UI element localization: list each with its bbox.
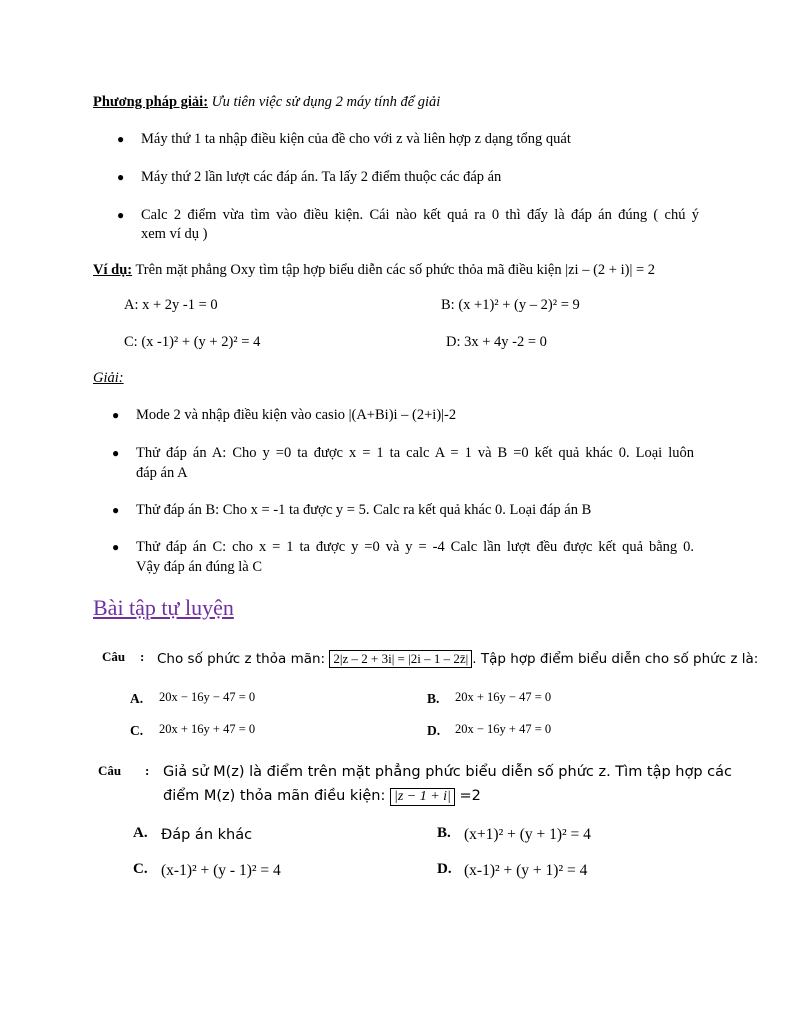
q1-label: Câu [102, 649, 126, 664]
q2-option-b: (x+1)² + (y + 1)² = 4 [464, 826, 591, 843]
solution-bullet-2-cont: đáp án A [136, 465, 188, 481]
method-bullet-1: Máy thứ 1 ta nhập điều kiện của đề cho với z và liên hợp z dạng tổng quát [141, 131, 571, 147]
q2-colon: : [145, 763, 150, 778]
method-bullet-3-cont: xem ví dụ ) [141, 226, 208, 242]
solution-bullet-4: Thử đáp án C: cho x = 1 ta được y =0 và y = -4 Calc lần lượt đều được kết quả bằng 0. [136, 539, 694, 555]
q1-prefix: Cho số phức z thỏa mãn: [157, 651, 326, 667]
q2-option-c: (x-1)² + (y - 1)² = 4 [161, 862, 281, 879]
solution-bullet-2: Thử đáp án A: Cho y =0 ta được x = 1 ta calc A = 1 và B =0 kết quả khác 0. Loại luôn [136, 445, 694, 461]
method-label: Phương pháp giải: [93, 94, 209, 110]
method-bullet-3: Calc 2 điểm vừa tìm vào điều kiện. Cái nào kết quả ra 0 thì đấy là đáp án đúng ( chú ý [141, 207, 699, 223]
q2-line-2-prefix: điểm M(z) thỏa mãn điều kiện: [163, 788, 386, 804]
bullet-icon: ● [112, 540, 120, 554]
q2-line-1: Giả sử M(z) là điểm trên mặt phẳng phức biểu diễn số phức z. Tìm tập hợp các [163, 764, 733, 780]
example-text: Trên mặt phẳng Oxy tìm tập hợp biểu diễn các số phức thỏa mã điều kiện |zi – (2 + i)| = 2 [132, 262, 656, 278]
bullet-icon: ● [117, 170, 125, 184]
q2-option-c-letter: C. [133, 861, 148, 877]
bullet-icon: ● [117, 132, 125, 146]
solution-bullet-3: Thử đáp án B: Cho x = -1 ta được y = 5. Calc ra kết quả khác 0. Loại đáp án B [136, 502, 592, 518]
example-option-a: A: x + 2y -1 = 0 [124, 297, 218, 313]
method-line [93, 92, 440, 112]
q1-option-a: 20x − 16y − 47 = 0 [159, 690, 256, 704]
q1-colon: : [140, 649, 145, 664]
method-text: Ưu tiên việc sử dụng 2 máy tính để giải [208, 94, 441, 110]
bullet-icon: ● [112, 446, 120, 460]
q2-line-2-suffix: =2 [454, 788, 481, 804]
q1-text [157, 650, 758, 668]
q1-option-c-letter: C. [130, 723, 144, 738]
q2-option-b-letter: B. [437, 825, 451, 841]
example-label: Ví dụ: [93, 262, 133, 278]
q1-option-b-letter: B. [427, 691, 440, 706]
q1-suffix: . Tập hợp điểm biểu diễn cho số phức z là: [472, 651, 759, 667]
method-bullet-2: Máy thứ 2 lần lượt các đáp án. Ta lấy 2 điểm thuộc các đáp án [141, 169, 502, 185]
q2-option-d-letter: D. [437, 861, 452, 877]
q1-option-d: 20x − 16y + 47 = 0 [455, 722, 552, 736]
q1-equation: 2|z – 2 + 3i| = |2i – 1 – 2z̄| [329, 650, 472, 668]
solution-label: Giải: [93, 370, 124, 386]
bullet-icon: ● [112, 503, 120, 517]
q1-option-c: 20x + 16y + 47 = 0 [159, 722, 256, 736]
exercises-heading: Bài tập tự luyện [93, 595, 234, 620]
q2-label: Câu [98, 763, 122, 778]
q2-line-2 [163, 784, 481, 808]
q1-option-b: 20x + 16y − 47 = 0 [455, 690, 552, 704]
example-line [93, 260, 655, 280]
q1-option-d-letter: D. [427, 723, 441, 738]
example-option-c: C: (x -1)² + (y + 2)² = 4 [124, 334, 261, 350]
bullet-icon: ● [117, 208, 125, 222]
q2-equation: |z − 1 + i| [390, 788, 455, 806]
q2-option-a-letter: A. [133, 825, 148, 841]
example-option-b: B: (x +1)² + (y – 2)² = 9 [441, 297, 580, 313]
bullet-icon: ● [112, 408, 120, 422]
example-option-d: D: 3x + 4y -2 = 0 [446, 334, 547, 350]
q2-option-a: Đáp án khác [161, 827, 253, 843]
q2-option-d: (x-1)² + (y + 1)² = 4 [464, 862, 588, 879]
solution-bullet-4-cont: Vậy đáp án đúng là C [136, 559, 263, 575]
q1-option-a-letter: A. [130, 691, 144, 706]
solution-bullet-1: Mode 2 và nhập điều kiện vào casio |(A+Bi)i – (2+i)|-2 [136, 407, 457, 423]
